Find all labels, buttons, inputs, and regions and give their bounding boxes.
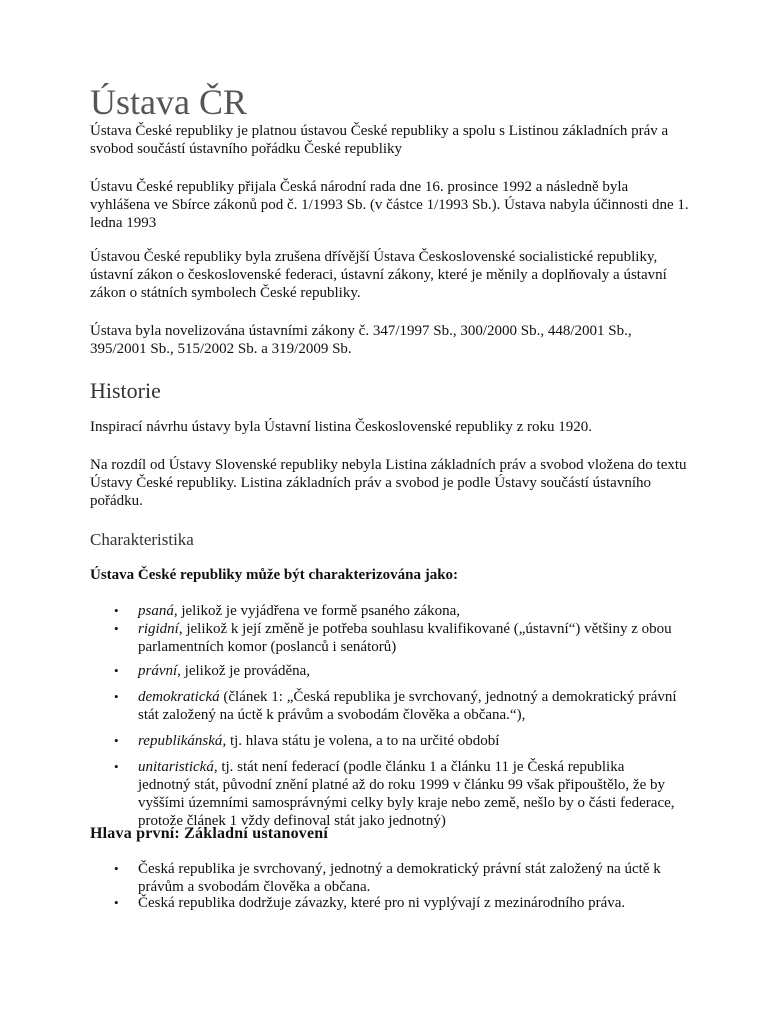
list-item-text: Česká republika dodržuje závazky, které pro ni vyplývají z mezinárodního práva.	[138, 895, 626, 911]
section-heading-hlava-prvni: Hlava první: Základní ustanovení	[90, 825, 329, 842]
list-item-text: , jelikož je vyjádřena ve formě psaného zákona,	[173, 603, 460, 619]
bullet-icon: •	[114, 663, 119, 678]
list-item-term: republikánská	[138, 733, 223, 749]
list-item-text: , jelikož k její změně je potřeba souhlasu kvalifikované („ústavní“) většiny z obou parlamentních komor (poslanců i senátorů)	[138, 621, 672, 655]
list-item-text: , tj. hlava státu je volena, a to na určité období	[222, 733, 500, 749]
list-item	[114, 860, 678, 896]
list-item-term: unitaristická	[138, 759, 214, 775]
list-item-text: , tj. stát není federací (podle článku 1 a článku 11 je Česká republika jednotný stát, původní znění platné až do roku 1999 v článku 99 však připouštělo, že by vyššími územními samosprávnými celky byly kraje nebo země, nešlo by o části federace, protože článek 1 vždy definoval stát jako jednotný)	[138, 759, 675, 829]
page-title: Ústava ČR	[90, 82, 247, 122]
list-item-text: , jelikož je prováděna,	[177, 663, 311, 679]
bullet-icon: •	[114, 861, 119, 876]
intro-paragraph-4: Ústava byla novelizována ústavními zákony č. 347/1997 Sb., 300/2000 Sb., 448/2001 Sb., 395/2001 Sb., 515/2002 Sb. a 319/2009 Sb.	[90, 323, 632, 357]
list-item-term: právní	[138, 663, 178, 679]
bullet-icon: •	[114, 733, 119, 748]
list-item	[114, 602, 678, 620]
charakteristika-lead: Ústava České republiky může být charakterizována jako:	[90, 567, 459, 583]
list-item	[114, 894, 678, 912]
bullet-icon: •	[114, 689, 119, 704]
bullet-icon: •	[114, 603, 119, 618]
list-item-term: demokratická	[138, 689, 220, 705]
list-item-term: psaná	[138, 603, 174, 619]
intro-paragraph-1: Ústava České republiky je platnou ústavou České republiky a spolu s Listinou základních práv a svobod součástí ústavního pořádku České republiky	[90, 123, 669, 157]
list-item	[114, 662, 678, 680]
list-item-text: Česká republika je svrchovaný, jednotný a demokratický právní stát založený na úctě k právům a svobodám člověka a občana.	[138, 861, 661, 895]
intro-paragraph-3: Ústavou České republiky byla zrušena dřívější Ústava Československé socialistické republiky, ústavní zákon o československé federaci, ústavní zákony, které je měnily a doplňovaly a ústavní zákon o státních symbolech České republiky.	[90, 249, 667, 301]
list-item	[114, 758, 678, 830]
list-item-term: rigidní	[138, 621, 179, 637]
historie-paragraph-2: Na rozdíl od Ústavy Slovenské republiky nebyla Listina základních práv a svobod vložena do textu Ústavy České republiky. Listina základních práv a svobod je podle Ústavy součástí ústavního pořádku.	[90, 457, 687, 509]
intro-paragraph-2: Ústavu České republiky přijala Česká národní rada dne 16. prosince 1992 a následně byla vyhlášena ve Sbírce zákonů pod č. 1/1993 Sb. (v částce 1/1993 Sb.). Ústava nabyla účinnosti dne 1. ledna 1993	[90, 179, 689, 231]
list-item	[114, 620, 678, 656]
section-heading-historie: Historie	[90, 378, 161, 403]
list-item	[114, 732, 678, 750]
bullet-icon: •	[114, 759, 119, 774]
historie-paragraph-1: Inspirací návrhu ústavy byla Ústavní listina Československé republiky z roku 1920.	[90, 419, 592, 435]
subsection-heading-charakteristika: Charakteristika	[90, 530, 194, 549]
bullet-icon: •	[114, 621, 119, 636]
list-item-text: (článek 1: „Česká republika je svrchovaný, jednotný a demokratický právní stát založený na úctě k právům a svobodám člověka a občana.“),	[138, 689, 677, 723]
list-item	[114, 688, 678, 724]
bullet-icon: •	[114, 895, 119, 910]
